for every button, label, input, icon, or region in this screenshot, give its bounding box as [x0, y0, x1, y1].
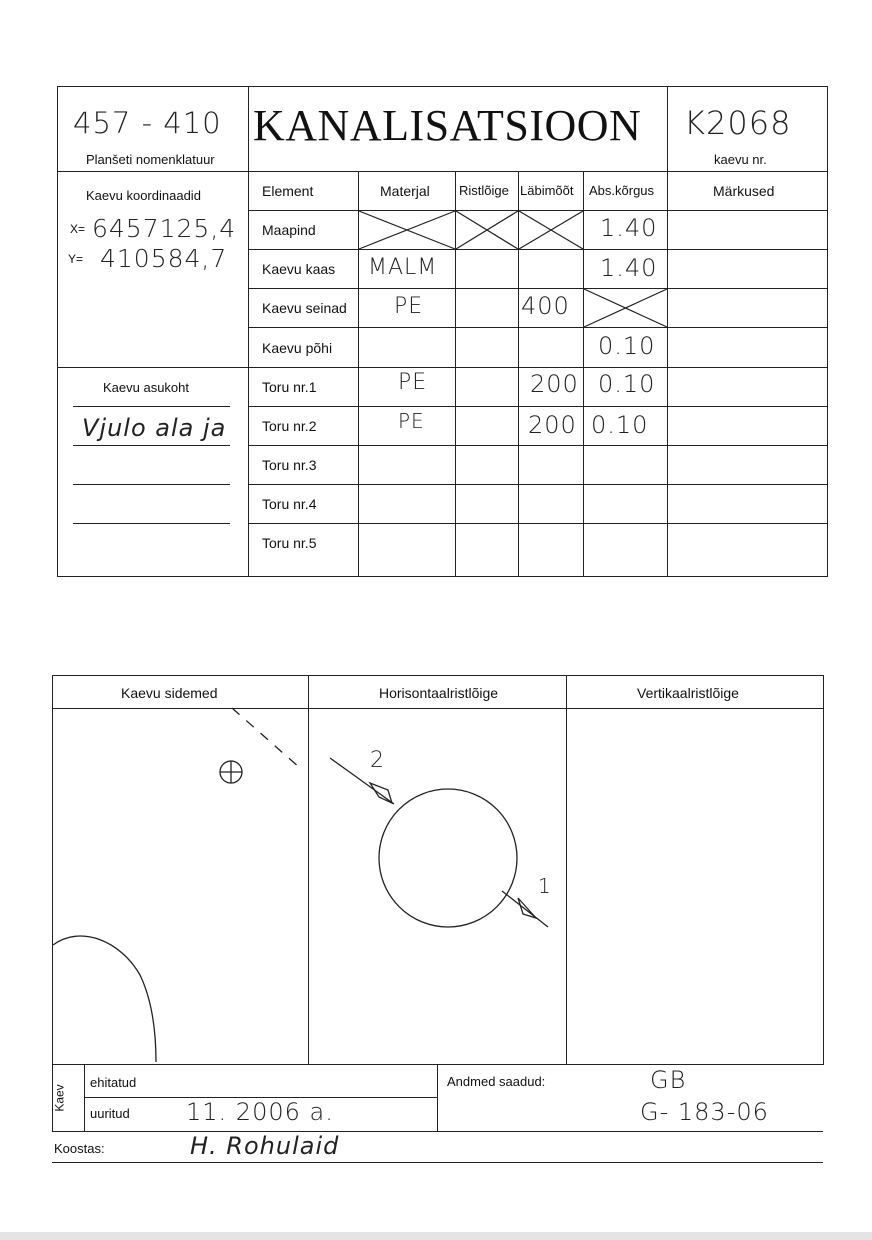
contour-curve — [53, 936, 156, 1062]
cell-materjal: PE — [394, 294, 424, 319]
horizontal-section-label: Horisontaalristlõige — [379, 685, 499, 701]
cell-abs-korgus: 1.40 — [600, 214, 658, 242]
row-element: Toru nr.2 — [262, 418, 317, 434]
andmed-value-2: G- 183-06 — [640, 1098, 769, 1126]
header-materjal: Materjal — [380, 183, 430, 199]
cell-abs-korgus: 0.10 — [598, 332, 656, 360]
uuritud-label: uuritud — [90, 1106, 130, 1121]
coordinate-x-value: 6457125,4 — [92, 214, 237, 243]
sidemed-label: Kaevu sidemed — [121, 685, 218, 701]
andmed-value-1: GB — [650, 1066, 687, 1094]
header-markused: Märkused — [713, 183, 775, 199]
cell-materjal: PE — [398, 370, 428, 395]
row-element: Maapind — [262, 222, 316, 238]
scan-edge — [0, 1232, 872, 1240]
kaev-label: Kaev — [52, 1084, 67, 1112]
pipe-1-label: 1 — [538, 874, 552, 898]
coordinate-y-value: 410584,7 — [100, 244, 228, 273]
uuritud-value: 11. 2006 a. — [186, 1098, 334, 1126]
header-labimoot: Läbimõõt — [520, 183, 574, 198]
cell-materjal: PE — [398, 409, 425, 433]
well-circle — [379, 789, 517, 927]
vertical-section-label: Vertikaalristlõige — [637, 685, 739, 701]
cell-abs-korgus: 0.10 — [591, 411, 649, 439]
row-element: Kaevu seinad — [262, 300, 347, 316]
nomenclature-value: 457 - 410 — [73, 106, 222, 140]
row-element: Toru nr.1 — [262, 379, 317, 395]
page-title: KANALISATSIOON — [253, 101, 642, 150]
pipe-2-label: 2 — [370, 748, 385, 773]
coordinate-x-prefix: X= — [70, 222, 86, 236]
row-element: Toru nr.5 — [262, 535, 317, 551]
coordinates-label: Kaevu koordinaadid — [86, 188, 201, 203]
coordinate-y-prefix: Y= — [68, 252, 84, 266]
location-label: Kaevu asukoht — [103, 380, 190, 395]
dashed-pipe-line — [232, 708, 300, 768]
nomenclature-label: Planšeti nomenklatuur — [86, 152, 215, 167]
row-element: Kaevu põhi — [262, 340, 333, 356]
well-number-value: K2068 — [684, 104, 792, 142]
row-element: Toru nr.4 — [262, 496, 317, 512]
cell-labimoot: 200 — [530, 370, 579, 398]
koostas-label: Koostas: — [54, 1141, 105, 1156]
well-number-label: kaevu nr. — [714, 152, 767, 167]
location-value: Vjulo ala ja — [82, 414, 227, 442]
header-element: Element — [262, 183, 314, 199]
andmed-label: Andmed saadud: — [447, 1074, 546, 1089]
koostas-signature: H. Rohulaid — [190, 1132, 340, 1160]
row-element: Kaevu kaas — [262, 261, 336, 277]
row-element: Toru nr.3 — [262, 457, 317, 473]
ehitatud-label: ehitatud — [90, 1075, 137, 1090]
cell-labimoot: 200 — [528, 411, 577, 439]
header-ristloige: Ristlõige — [459, 183, 509, 198]
cell-materjal: MALM — [368, 255, 438, 280]
cell-abs-korgus: 0.10 — [598, 370, 656, 398]
header-abs-korgus: Abs.kõrgus — [589, 183, 655, 198]
cell-labimoot: 400 — [521, 292, 570, 320]
cell-abs-korgus: 1.40 — [600, 254, 658, 282]
